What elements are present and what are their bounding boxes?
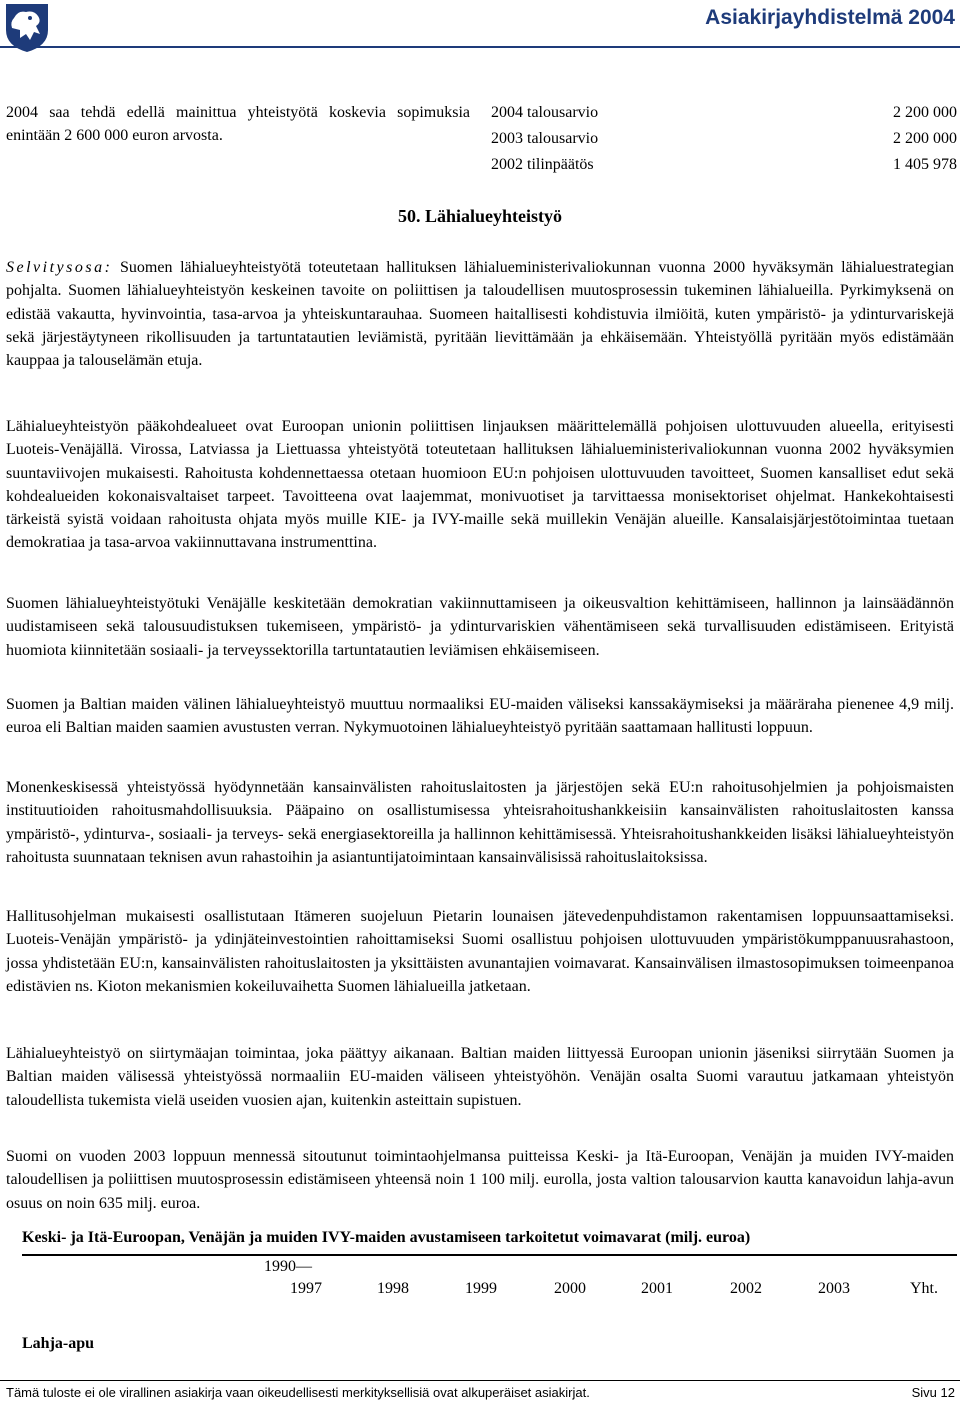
footer-disclaimer: Tämä tuloste ei ole virallinen asiakirja vaan oikeudellisesti merkityksellisiä ovat alkuperäiset asiakirjat. [6, 1385, 590, 1400]
paragraph [6, 256, 954, 372]
section-heading: 50. Lähialueyhteistyö [397, 206, 562, 226]
paragraph: Lähialueyhteistyön pääkohdealueet ovat Euroopan unionin poliittisen linjauksen määrittelemällä pohjoisen ulottuvuuden alueella, erityisesti Luoteis-Venäjällä. Virossa, Latviassa ja Liettuassa yhteistyötä toteutetaan hallituksen lähialueministerivaliokunnan vuonna 2002 hyväksymien suuntaviivojen mukaisesti. Rahoitusta kohdennettaessa otetaan huomioon EU:n pohjoisen ulottuvuuden tavoitteet, Suomen kansalliset edut sekä kohdealueiden kokonaisvaltaiset tarpeet. Tavoitteena ovat laajemmat, monivuotiset ja tarvittaessa monisektoriset ohjelmat. Hankekohtaisesti tärkeistä syistä voidaan rahoitusta ohjata myös muille KIE- ja IVY-maille sekä muillekin Venäjän alueille. Kansalaisjärjestötoimintaa tuetaan demokratiaa ja tasa-arvoa vakiinnuttavana instrumenttina. [6, 418, 954, 552]
table-column-header: 2002 [730, 1280, 762, 1297]
table-column-header: 2003 [818, 1280, 850, 1297]
budget-value: 1 405 978 [893, 156, 957, 173]
table-column-header: 1999 [465, 1280, 497, 1297]
table-column-header: 2001 [641, 1280, 673, 1297]
budget-row [491, 127, 957, 151]
selvitysosa-lead: Selvitysosa: [6, 259, 113, 276]
table-title: Keski- ja Itä-Euroopan, Venäjän ja muiden IVY-maiden avustamiseen tarkoitetut voimavarat (milj. euroa) [22, 1229, 751, 1246]
budget-label: 2002 tilinpäätös [491, 156, 594, 173]
paragraph: Suomen lähialueyhteistyötuki Venäjälle keskitetään demokratian vakiinnuttamiseen ja oikeusvaltion kehittämiseen, hallinnon ja lainsäädännön uudistamiseen sekä talousuudistuksen tukemiseen, ympäristö- ja ydinturvariskien vähentämiseen sekä turvallisuuden edistämiseen. Erityistä huomiota kiinnitetään sosiaali- ja terveyssektorilla tartuntatautien leviämisen ehkäisemiseen. [6, 595, 954, 659]
budget-value: 2 200 000 [893, 104, 957, 121]
table-column-header: 2000 [554, 1280, 586, 1297]
paragraph: Hallitusohjelman mukaisesti osallistutaan Itämeren suojeluun Pietarin lounaisen jätevedenpuhdistamon rakentamisen loppuunsaattamiseksi. Luoteis-Venäjän ympäristö- ja ydinjäteinvestointien rahoittamiseksi Suomi osallistuu pohjoisen ulottuvuuden ympäristökumppanuusrahastoon, jossa yhdistetään EU:n, kansainvälisten rahoituslaitosten ja yksittäisten avunantajien voimavarat. Kansainvälisen ilmastosopimuksen toimeenpanoa edistävien ns. Kioton mekanismien kokeiluvaihetta Suomen lähialueilla jatketaan. [6, 908, 954, 995]
budget-row [491, 153, 957, 177]
document-title: Asiakirjayhdistelmä 2004 [705, 6, 955, 29]
table-divider [22, 1254, 957, 1256]
budget-label: 2003 talousarvio [491, 130, 599, 147]
paragraph: Lähialueyhteistyö on siirtymäajan toimintaa, joka päättyy aikanaan. Baltian maiden liittyessä Euroopan unionin jäseniksi siirrytään Suomen ja Baltian maiden välisessä yhteistyössä normaaliin EU-maiden väliseen yhteistyöhön. Venäjän osalta Suomi varautuu jatkamaan yhteistyön taloudellista tukemista vielä useiden vuosien ajan, kuitenkin asteittain supistuen. [6, 1045, 954, 1109]
contract-authorization-note: 2004 saa tehdä edellä mainittua yhteistyötä koskevia sopimuksia enintään 2 600 000 euron arvosta. [6, 104, 470, 145]
paragraph: Suomi on vuoden 2003 loppuun mennessä sitoutunut toimintaohjelmansa puitteissa Keski- ja Itä-Euroopan, Venäjän ja muiden IVY-maiden taloudellisen ja poliittisen muutosprosessin edistämiseen yhteensä noin 1 100 milj. eurolla, josta valtion talousarvion kautta kanavoidun lahja-avun osuus on noin 635 milj. euroa. [6, 1148, 954, 1212]
page-number: Sivu 12 [911, 1385, 955, 1400]
paragraph: Monenkeskisessä yhteistyössä hyödynnetään kansainvälisten rahoituslaitosten ja järjestöjen sekä EU:n rahoitusohjelmien ja pohjoismaisten instituutioiden rahoitusmahdollisuuksia. Pääpaino on osallistumisessa yhteisrahoitushankkeisiin kansainvälisten rahoituslaitosten kanssa ympäristö-, ydinturva-, sosiaali- ja terveys- sekä energiasektoreilla ja hallinnon kehittämisessä. Yhteisrahoitushankkeiden lisäksi lähialueyhteistyön rahoitusta suunnataan teknisen avun rahastoihin ja asiantuntijatoimintaan kansainvälisissä rahoituslaitoksissa. [6, 779, 954, 866]
budget-label: 2004 talousarvio [491, 104, 599, 121]
table-column-header: 1997 [290, 1280, 322, 1297]
table-column-header: Yht. [910, 1280, 938, 1297]
budget-value: 2 200 000 [893, 130, 957, 147]
table-row-label: Lahja-apu [22, 1335, 95, 1352]
budget-row [491, 101, 957, 125]
paragraph: Suomen ja Baltian maiden välinen lähialueyhteistyö muuttuu normaaliksi EU-maiden väliseksi kanssakäymiseksi ja määräraha pienenee 4,9 milj. euroa eli Baltian maiden saamien avustusten verran. Nykymuotoinen lähialueyhteistyö pyritään saattamaan hallitusti loppuun. [6, 696, 954, 737]
footer-divider [0, 1380, 960, 1381]
table-year-range: 1990— [264, 1258, 312, 1275]
header-divider [0, 46, 960, 48]
table-column-header: 1998 [377, 1280, 409, 1297]
paragraph-text: Suomen lähialueyhteistyötä toteutetaan hallituksen lähialueministerivaliokunnan vuonna 2000 hyväksymän lähialuestrategian pohjalta. Suomen lähialueyhteistyön keskeinen tavoite on poliittisen ja taloudellisen muutosprosessin tukeminen lähialueilla. Pyrkimyksenä on edistää vakautta, hyvinvointia, tasa-arvoa ja yhteiskuntarauhaa. Suomeen haitallisesti kohdistuvia ilmiöitä, kuten ympäristö- ja ydinturvariskejä sekä järjestäytyneen rikollisuuden ja tartuntatautien leviämistä, pyritään lievittämään ja ehkäisemään. Yhteistyöllä pyritään myös edistämään kauppaa ja talouselämän etuja. [6, 259, 955, 370]
